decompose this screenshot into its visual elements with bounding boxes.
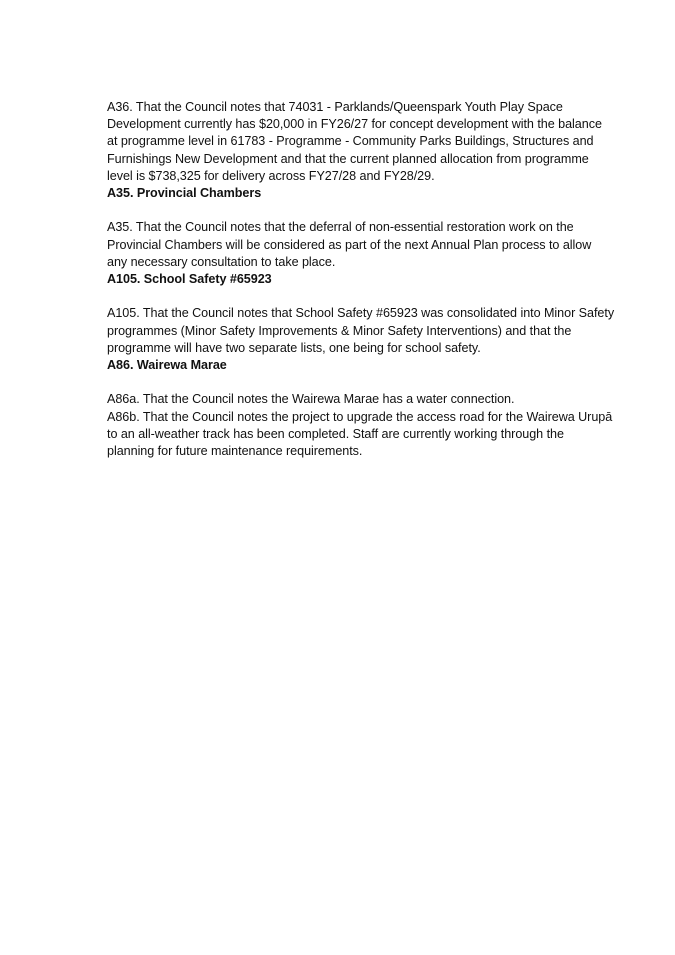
paragraph-a35: A35. That the Council notes that the deferral of non-essential restoration work on the Provincial Chambers will be considered as part of the next Annual Plan process to allow any necessary consultation to take place.: [107, 220, 592, 269]
paragraph-a36: A36. That the Council notes that 74031 - Parklands/Queenspark Youth Play Space Development currently has $20,000 in FY26/27 for concept development with the balance at programme level in 61783 - Programme - Community Parks Buildings, Structures and Furnishings New Development and that the current planned allocation from programme level is $738,325 for delivery across FY27/28 and FY28/29.: [107, 100, 602, 183]
heading-a86: A86. Wairewa Marae: [107, 358, 227, 373]
heading-a35: A35. Provincial Chambers: [107, 186, 262, 201]
paragraph-a105: A105. That the Council notes that School Safety #65923 was consolidated into Minor Safety programmes (Minor Safety Improvements & Minor Safety Interventions) and that the programme will have two separate lists, one being for school safety.: [107, 306, 615, 355]
spacer: [107, 374, 627, 391]
heading-a105: A105. School Safety #65923: [107, 272, 272, 287]
document-body: [107, 99, 627, 460]
paragraph-a86b: A86b. That the Council notes the project to upgrade the access road for the Wairewa Urupā to an all-weather track has been completed. Staff are currently working through the planning for future maintenance requirements.: [107, 409, 613, 459]
spacer: [107, 288, 627, 305]
spacer: [107, 202, 627, 219]
paragraph-a86a: A86a. That the Council notes the Wairewa Marae has a water connection.: [107, 392, 515, 407]
